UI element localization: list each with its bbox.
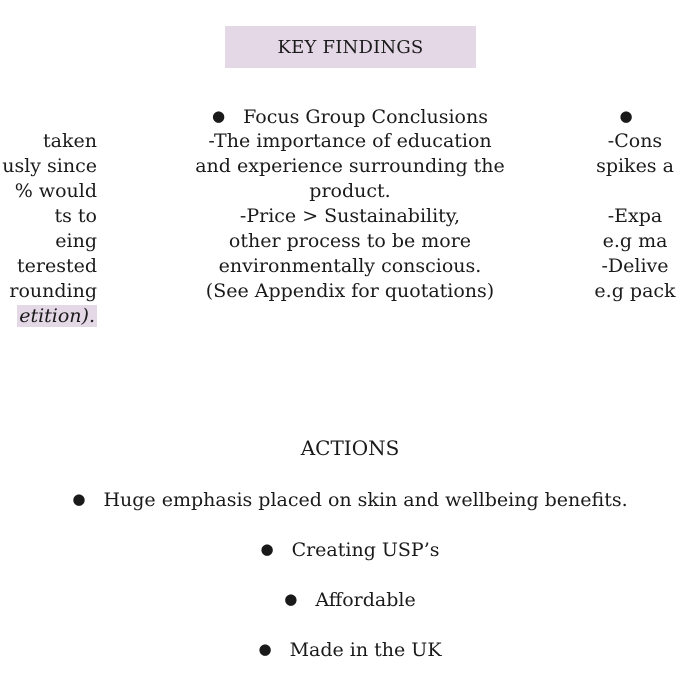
right-line: e.g ma — [602, 230, 668, 252]
right-line: -Cons — [607, 130, 663, 152]
action-item — [0, 486, 700, 513]
center-line: (See Appendix for quotations) — [205, 280, 495, 302]
action-item — [0, 536, 700, 563]
left-line: ts to — [54, 205, 97, 227]
left-line: % would — [14, 180, 97, 202]
right-line: e.g pack — [594, 280, 676, 302]
action-item — [0, 586, 700, 613]
right-bullet-line — [0, 104, 700, 130]
action-item-text: Made in the UK — [289, 639, 442, 661]
left-line: eing — [55, 230, 97, 252]
center-line: and experience surrounding the — [195, 155, 505, 177]
right-line: spikes a — [596, 155, 674, 177]
right-line: -Expa — [607, 205, 663, 227]
center-line: environmentally conscious. — [218, 255, 482, 277]
left-line: taken — [43, 130, 97, 152]
left-line: rounding — [9, 280, 97, 302]
key-findings-title — [225, 26, 476, 68]
bullet-icon: ● — [212, 107, 226, 125]
center-line: -The importance of education — [208, 130, 492, 152]
right-line: -Delive — [601, 255, 669, 277]
bullet-icon: ● — [72, 490, 86, 508]
action-item-text: Creating USP’s — [291, 539, 440, 561]
actions-title: ACTIONS — [300, 436, 400, 460]
bullet-icon: ● — [284, 590, 298, 608]
left-line-highlight — [17, 304, 97, 329]
bullet-icon: ● — [260, 540, 274, 558]
center-line: product. — [309, 180, 391, 202]
action-item-text: Affordable — [315, 589, 416, 611]
action-item-text: Huge emphasis placed on skin and wellbeing benefits. — [103, 489, 628, 511]
key-findings-title-text: KEY FINDINGS — [277, 36, 424, 58]
left-line: usly since — [2, 155, 97, 177]
bullet-icon: ● — [619, 107, 633, 125]
bullet-icon: ● — [258, 640, 272, 658]
center-line: -Price > Sustainability, — [239, 205, 461, 227]
highlighted-text: etition). — [19, 305, 95, 327]
center-line: other process to be more — [228, 230, 472, 252]
left-line: terested — [17, 255, 97, 277]
focus-group-heading-text: Focus Group Conclusions — [243, 106, 488, 128]
action-item — [0, 636, 700, 663]
